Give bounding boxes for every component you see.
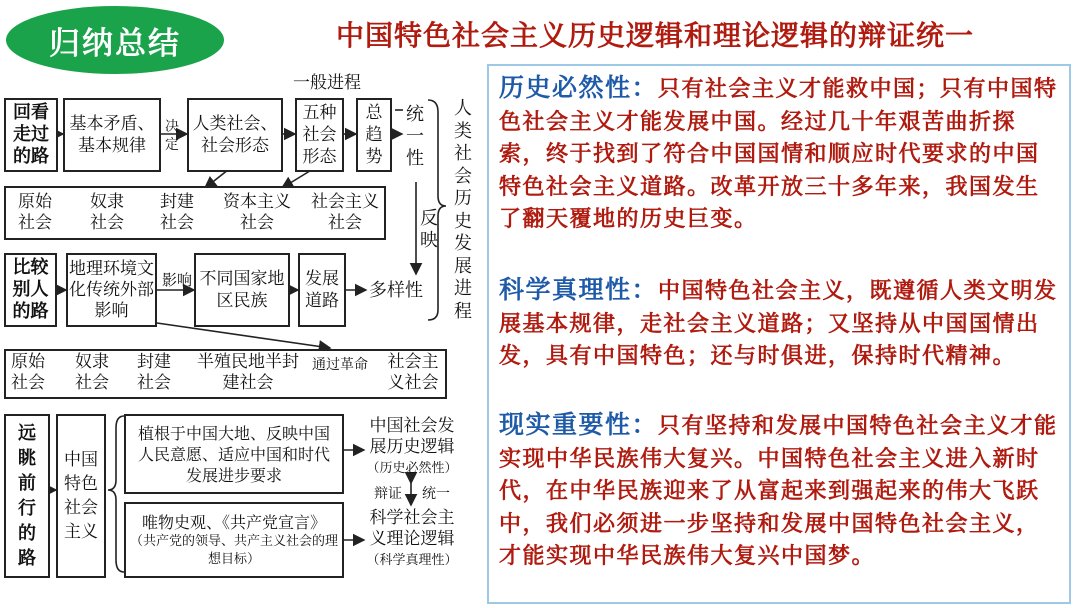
practical-importance-heading: 现实重要性： [499,410,659,439]
cn-stage-feudal: 封建社会 [137,352,171,393]
factors-box: 地理环境文化传统外部影响 [66,253,157,327]
compare-label: 比较别人的路 [4,253,57,327]
decide-label: 决定 [165,119,179,153]
nations-box: 不同国家地区民族 [194,253,290,327]
look-back-label: 回看走过的路 [4,98,58,172]
page-title: 中国特色社会主义历史逻辑和理论逻辑的辩证统一 [336,19,975,52]
stage-feudal: 封建社会 [160,192,194,233]
five-forms-box: 五种社会形态 [295,98,344,172]
scientific-truth-heading: 科学真理性： [499,275,659,304]
look-forward-label: 远眺前行的路 [4,414,50,578]
stage-slave: 奴隶社会 [90,192,124,233]
general-trend-box: 总趋势 [356,98,392,172]
cn-stage-socialist: 社会主义社会 [387,352,439,393]
unity-label: 统一性 [406,104,424,169]
cn-stage-slave: 奴隶社会 [75,352,109,393]
materialism-sub: （共产党的领导、共产主义社会的理想目标） [130,533,339,567]
explanation-panel [487,64,1071,604]
history-process-label: 人类社会历史发展进程 [454,98,472,322]
historical-logic-label: 中国社会发展历史逻辑 [369,416,455,457]
cn-stage-semicolonial: 半殖民地半封建社会 [197,352,299,393]
general-process-label: 一般进程 [293,73,361,93]
stage-socialist: 社会主义社会 [311,192,379,233]
logic-diagram [0,0,482,608]
paragraph-practical-importance [499,409,1061,574]
historical-materialism-box [124,502,344,578]
paragraph-scientific-truth [499,274,1061,374]
cs-socialism-box: 中国特色社会主义 [56,414,106,578]
stage-capitalist: 资本主义社会 [223,192,291,233]
scientific-truth-note: （科学真理性） [366,553,458,568]
materialism-main: 唯物史观、《共产党宣言》 [141,512,326,532]
unite-label: 统一 [422,486,450,502]
stage-primitive: 原始社会 [18,192,52,233]
dialectic-label: 辩证 [374,486,402,502]
rooted-in-china-box: 植根于中国大地、反映中国人民意愿、适应中国和时代发展进步要求 [124,414,344,494]
scientific-truth-text: 中国特色社会主义，既遵循人类文明发展基本规律，走社会主义道路；又坚持从中国国情出发，具有中国特色；还与时俱进，保持时代精神。 [499,279,1058,369]
summary-badge: 归纳总结 [6,6,224,74]
diversity-label: 多样性 [369,280,423,301]
historical-necessity-text: 只有社会主义才能救中国；只有中国特色社会主义才能发展中国。经过几十年艰苦曲折探索，终于找到了符合中国国情和顺应时代要求的中国特色社会主义道路。改革开放三十多年来，我国发生了翻天覆地的历史巨变。 [499,77,1058,232]
historical-necessity-note: （历史必然性） [366,461,458,476]
cn-stage-primitive: 原始社会 [11,352,45,393]
reflect-label: 反映 [420,208,438,251]
influence-label: 影响 [161,271,192,289]
historical-necessity-heading: 历史必然性： [499,73,659,102]
paragraph-historical-necessity [499,72,1061,237]
theory-logic-label: 科学社会主义理论逻辑 [369,508,455,549]
human-society-box: 人类社会、社会形态 [187,98,283,172]
basic-contradiction-box: 基本矛盾、基本规律 [63,98,161,172]
practical-importance-text: 只有坚持和发展中国特色社会主义才能实现中华民族伟大复兴。中国特色社会主义进入新时代，在中华民族迎来了从富起来到强起来的伟大飞跃中，我们必须进一步坚持和发展中国特色社会主义，才能实现中华民族伟大复兴中国梦。 [499,414,1058,569]
paths-box: 发展道路 [298,253,346,327]
revolution-label: 通过革命 [312,357,368,373]
